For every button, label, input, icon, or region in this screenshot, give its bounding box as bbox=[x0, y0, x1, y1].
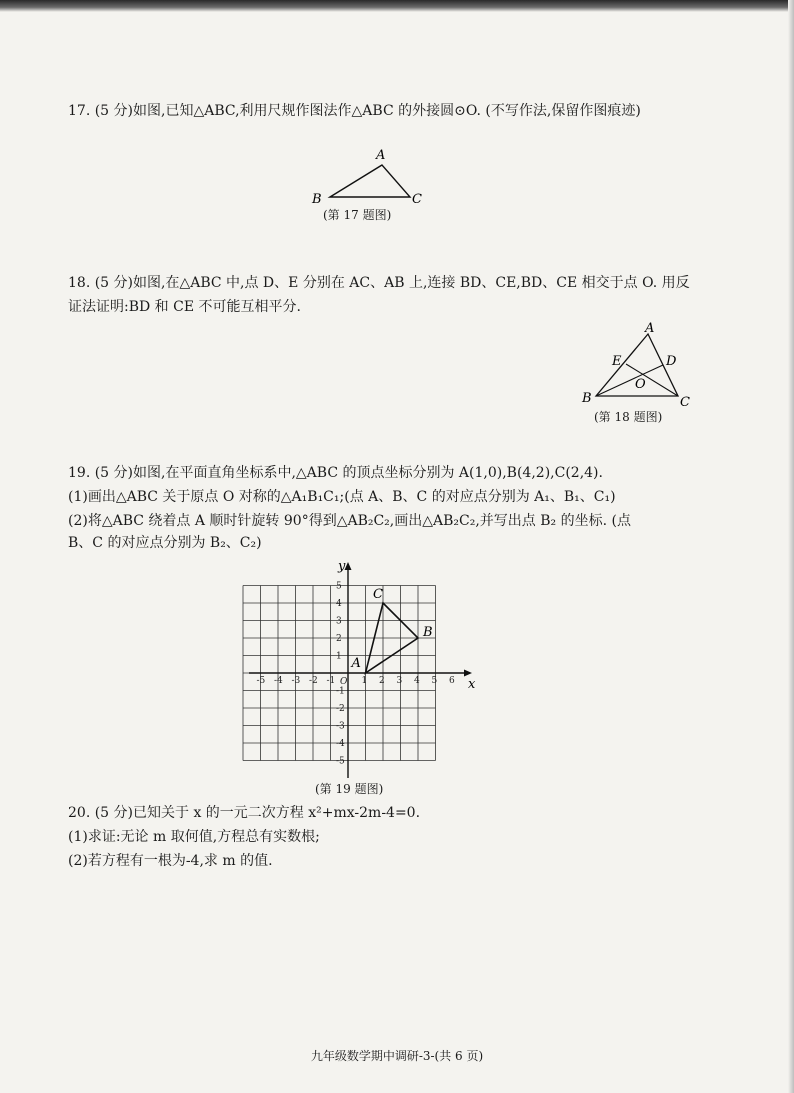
q18-label-D: D bbox=[666, 354, 677, 369]
x-axis-label: x bbox=[468, 677, 476, 692]
point-label-C: C bbox=[373, 587, 383, 602]
x-tick-label: 2 bbox=[379, 676, 385, 686]
point-label-A: A bbox=[351, 656, 361, 671]
y-tick-label: 4 bbox=[336, 599, 342, 609]
tick-labels bbox=[257, 582, 456, 767]
q17-caption: (第 17 题图) bbox=[323, 208, 392, 222]
y-tick-label: 1 bbox=[336, 651, 342, 662]
q19-text-line3: (2)将△ABC 绕着点 A 顺时针旋转 90°得到△AB₂C₂,画出△AB₂C₂,并写出点 B₂ 的坐标. (点 bbox=[68, 513, 631, 529]
y-tick-label: 2 bbox=[336, 634, 342, 644]
q19-text-line2: (1)画出△ABC 关于原点 O 对称的△A₁B₁C₁;(点 A、B、C 的对应点分别为 A₁、B₁、C₁) bbox=[68, 489, 616, 505]
q18-text-line2: 证法证明:BD 和 CE 不可能互相平分. bbox=[68, 299, 301, 315]
x-tick-label: 4 bbox=[414, 676, 420, 686]
q19-text-line1: 19. (5 分)如图,在平面直角坐标系中,△ABC 的顶点坐标分别为 A(1,0),B(4,2),C(2,4). bbox=[68, 465, 603, 481]
y-tick-label: -5 bbox=[336, 756, 345, 767]
x-tick-label: 1 bbox=[361, 676, 368, 686]
x-tick-label: -3 bbox=[291, 676, 301, 686]
y-tick-label: 3 bbox=[336, 616, 342, 627]
q20-text-line3: (2)若方程有一根为-4,求 m 的值. bbox=[68, 853, 273, 869]
x-tick-label: 6 bbox=[449, 676, 455, 686]
q18-label-C: C bbox=[680, 395, 690, 410]
y-axis-label: y bbox=[338, 559, 346, 574]
x-tick-label: 3 bbox=[396, 676, 403, 686]
q17-text: 17. (5 分)如图,已知△ABC,利用尺规作图法作△ABC 的外接圆⊙O. (不写作法,保留作图痕迹) bbox=[68, 103, 641, 119]
y-tick-label: -3 bbox=[336, 721, 345, 732]
q18-label-A: A bbox=[645, 321, 655, 336]
x-tick-label: -4 bbox=[274, 676, 283, 686]
q17-label-A: A bbox=[376, 148, 386, 163]
y-tick-label: -4 bbox=[336, 739, 345, 749]
y-axis-arrow bbox=[345, 562, 352, 570]
q18-text-line1: 18. (5 分)如图,在△ABC 中,点 D、E 分别在 AC、AB 上,连接 BD、CE,BD、CE 相交于点 O. 用反 bbox=[68, 275, 690, 291]
q19-text-line4: B、C 的对应点分别为 B₂、C₂) bbox=[68, 535, 262, 551]
x-axis-arrow bbox=[464, 670, 472, 677]
x-tick-label: -2 bbox=[309, 676, 318, 686]
y-tick-label: -1 bbox=[336, 686, 345, 697]
q19-triangle-ABC bbox=[351, 587, 433, 673]
x-tick-label: -1 bbox=[326, 676, 336, 686]
q19-caption: (第 19 题图) bbox=[315, 782, 384, 796]
x-tick-label: 5 bbox=[431, 676, 438, 686]
q17-label-B: B bbox=[312, 192, 322, 207]
page-footer: 九年级数学期中调研-3-(共 6 页) bbox=[310, 1049, 484, 1063]
y-tick-label: -2 bbox=[336, 704, 345, 714]
origin-label: O bbox=[340, 677, 348, 687]
q18-label-B: B bbox=[582, 391, 592, 406]
q20-text-line1: 20. (5 分)已知关于 x 的一元二次方程 x²+mx-2m-4=0. bbox=[68, 805, 421, 821]
y-tick-label: 5 bbox=[336, 581, 342, 592]
point-label-B: B bbox=[423, 625, 433, 640]
x-tick-label: -5 bbox=[256, 676, 266, 686]
q17-label-C: C bbox=[412, 192, 422, 207]
q18-caption: (第 18 题图) bbox=[594, 410, 663, 424]
q18-label-O: O bbox=[635, 377, 646, 392]
q20-text-line2: (1)求证:无论 m 取何值,方程总有实数根; bbox=[68, 829, 320, 845]
q18-label-E: E bbox=[612, 354, 622, 369]
axes bbox=[249, 559, 476, 778]
